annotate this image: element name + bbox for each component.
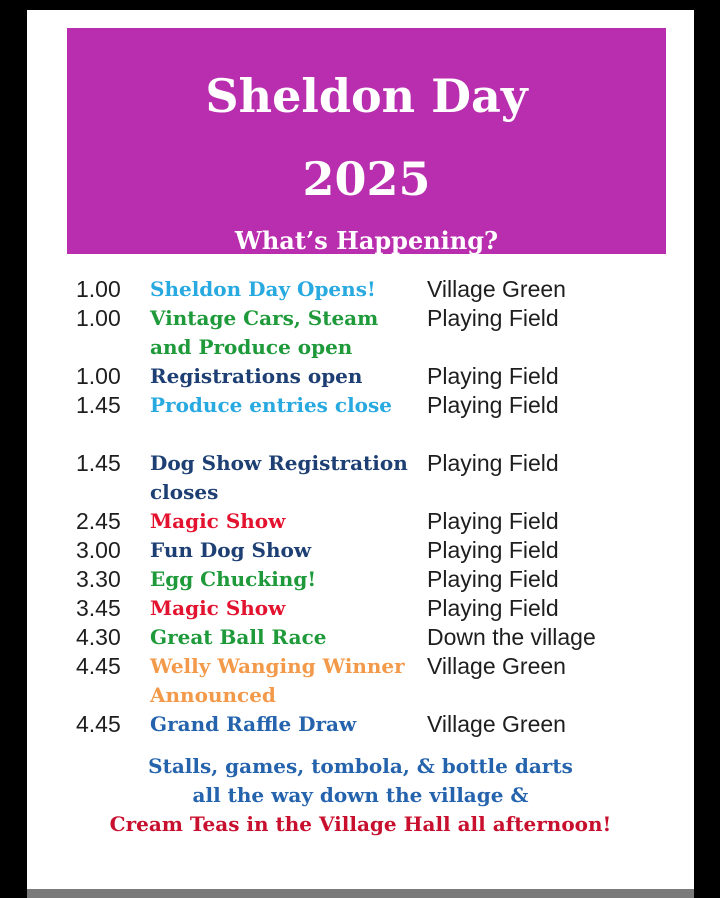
- event-title: Grand Raffle Draw: [150, 712, 357, 736]
- event-location: Playing Field: [427, 450, 559, 476]
- event-time: 1.00: [76, 305, 121, 331]
- poster-year: 2025: [302, 152, 431, 206]
- event-location: Playing Field: [427, 305, 559, 331]
- poster-subtitle: What’s Happening?: [234, 226, 499, 255]
- event-title: Sheldon Day Opens!: [150, 277, 376, 301]
- event-location: Village Green: [427, 653, 566, 679]
- event-time: 4.45: [76, 711, 121, 737]
- event-location: Down the village: [427, 624, 596, 650]
- event-title: Registrations open: [150, 364, 363, 388]
- poster-sheet: [27, 10, 694, 890]
- event-time: 1.45: [76, 392, 121, 418]
- event-time: 1.00: [76, 363, 121, 389]
- event-time: 1.00: [76, 276, 121, 302]
- event-title: Dog Show Registration closes: [150, 451, 408, 504]
- event-location: Playing Field: [427, 392, 559, 418]
- event-title: Egg Chucking!: [150, 567, 317, 591]
- event-time: 3.45: [76, 595, 121, 621]
- event-location: Playing Field: [427, 363, 559, 389]
- event-title: Fun Dog Show: [150, 538, 312, 562]
- event-title: Magic Show: [150, 596, 286, 620]
- event-title: Welly Wanging Winner Announced: [150, 654, 405, 707]
- title-banner: [67, 28, 666, 254]
- event-title: Magic Show: [150, 509, 286, 533]
- footer-line: Stalls, games, tombola, & bottle darts: [148, 754, 573, 778]
- bottom-edge-strip: [27, 889, 694, 898]
- event-time: 2.45: [76, 508, 121, 534]
- event-time: 3.30: [76, 566, 121, 592]
- event-time: 4.30: [76, 624, 121, 650]
- event-time: 4.45: [76, 653, 121, 679]
- footer-notes: [27, 752, 694, 839]
- event-time: 3.00: [76, 537, 121, 563]
- event-time: 1.45: [76, 450, 121, 476]
- footer-line: all the way down the village &: [192, 783, 529, 807]
- poster-title: Sheldon Day: [205, 69, 528, 123]
- event-title: Great Ball Race: [150, 625, 327, 649]
- event-location: Playing Field: [427, 508, 559, 534]
- event-location: Playing Field: [427, 537, 559, 563]
- event-location: Village Green: [427, 711, 566, 737]
- event-location: Playing Field: [427, 566, 559, 592]
- footer-line: Cream Teas in the Village Hall all afternoon!: [109, 812, 612, 836]
- event-title: Produce entries close: [150, 393, 392, 417]
- event-title: Vintage Cars, Steam and Produce open: [150, 306, 379, 359]
- event-location: Village Green: [427, 276, 566, 302]
- event-location: Playing Field: [427, 595, 559, 621]
